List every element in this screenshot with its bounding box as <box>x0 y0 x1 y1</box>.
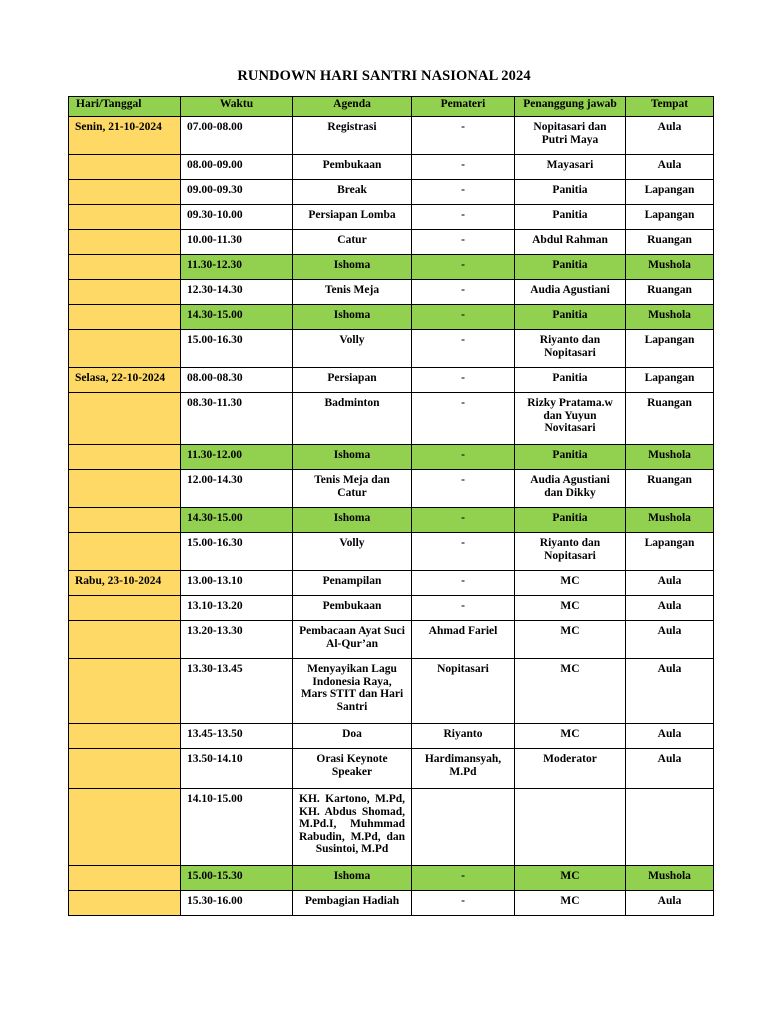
table-row <box>69 659 714 724</box>
table-row <box>69 621 714 659</box>
cell-agenda: Ishoma <box>293 305 412 330</box>
cell-day: Rabu, 23-10-2024 <box>69 571 181 596</box>
cell-speaker: - <box>412 255 515 280</box>
cell-pic: Panitia <box>515 255 626 280</box>
cell-day <box>69 155 181 180</box>
cell-speaker: - <box>412 891 515 916</box>
cell-place: Aula <box>626 659 714 724</box>
cell-agenda: Ishoma <box>293 866 412 891</box>
cell-time: 15.30-16.00 <box>181 891 293 916</box>
cell-speaker: - <box>412 470 515 508</box>
cell-speaker: - <box>412 155 515 180</box>
table-row <box>69 280 714 305</box>
table-row <box>69 533 714 571</box>
cell-speaker: Ahmad Fariel <box>412 621 515 659</box>
table-row <box>69 571 714 596</box>
cell-day <box>69 255 181 280</box>
cell-agenda: Ishoma <box>293 508 412 533</box>
cell-day: Selasa, 22-10-2024 <box>69 368 181 393</box>
cell-time: 10.00-11.30 <box>181 230 293 255</box>
table-row-break <box>69 445 714 470</box>
cell-time: 12.30-14.30 <box>181 280 293 305</box>
cell-pic: Audia Agustiani dan Dikky <box>515 470 626 508</box>
table-header-row <box>69 97 714 117</box>
cell-agenda: Orasi Keynote Speaker <box>293 749 412 789</box>
table-row <box>69 330 714 368</box>
header-pic: Penanggung jawab <box>515 97 626 117</box>
cell-place <box>626 789 714 866</box>
cell-pic: Moderator <box>515 749 626 789</box>
table-row <box>69 596 714 621</box>
cell-place: Lapangan <box>626 533 714 571</box>
cell-agenda: Pembagian Hadiah <box>293 891 412 916</box>
cell-day <box>69 533 181 571</box>
cell-time: 14.30-15.00 <box>181 305 293 330</box>
cell-time: 09.30-10.00 <box>181 205 293 230</box>
table-row <box>69 230 714 255</box>
cell-speaker: - <box>412 330 515 368</box>
cell-time: 12.00-14.30 <box>181 470 293 508</box>
cell-pic: MC <box>515 891 626 916</box>
cell-agenda: Ishoma <box>293 445 412 470</box>
cell-time: 08.00-09.00 <box>181 155 293 180</box>
table-row <box>69 180 714 205</box>
cell-day <box>69 445 181 470</box>
cell-agenda: Pembacaan Ayat Suci Al-Qur’an <box>293 621 412 659</box>
cell-place: Aula <box>626 749 714 789</box>
cell-day <box>69 724 181 749</box>
cell-speaker: - <box>412 230 515 255</box>
header-time: Waktu <box>181 97 293 117</box>
cell-speaker: - <box>412 533 515 571</box>
cell-time: 13.00-13.10 <box>181 571 293 596</box>
cell-pic: MC <box>515 866 626 891</box>
cell-day <box>69 180 181 205</box>
cell-time: 11.30-12.00 <box>181 445 293 470</box>
cell-agenda: Break <box>293 180 412 205</box>
cell-agenda: Persiapan Lomba <box>293 205 412 230</box>
cell-day <box>69 891 181 916</box>
cell-pic: Abdul Rahman <box>515 230 626 255</box>
table-row-break <box>69 255 714 280</box>
cell-agenda: Pembukaan <box>293 596 412 621</box>
cell-pic: Riyanto dan Nopitasari <box>515 330 626 368</box>
cell-pic: Panitia <box>515 180 626 205</box>
cell-speaker: - <box>412 305 515 330</box>
header-place: Tempat <box>626 97 714 117</box>
cell-place: Mushola <box>626 305 714 330</box>
cell-time: 15.00-15.30 <box>181 866 293 891</box>
header-day: Hari/Tanggal <box>69 97 181 117</box>
cell-agenda: Tenis Meja dan Catur <box>293 470 412 508</box>
table-row-break <box>69 305 714 330</box>
cell-day <box>69 280 181 305</box>
cell-speaker: - <box>412 508 515 533</box>
cell-agenda: Catur <box>293 230 412 255</box>
cell-pic: Nopitasari dan Putri Maya <box>515 117 626 155</box>
cell-pic: Panitia <box>515 205 626 230</box>
cell-speaker <box>412 789 515 866</box>
cell-agenda: Pembukaan <box>293 155 412 180</box>
table-row-break <box>69 508 714 533</box>
cell-speaker: - <box>412 368 515 393</box>
cell-place: Lapangan <box>626 330 714 368</box>
cell-agenda: KH. Kartono, M.Pd, KH. Abdus Shomad, M.Pd.I, Muhmmad Rabudin, M.Pd, dan Susintoi, M.Pd <box>293 789 412 866</box>
cell-day: Senin, 21-10-2024 <box>69 117 181 155</box>
cell-day <box>69 470 181 508</box>
cell-agenda: Persiapan <box>293 368 412 393</box>
table-row <box>69 749 714 789</box>
table-row <box>69 470 714 508</box>
cell-speaker: - <box>412 596 515 621</box>
cell-speaker: - <box>412 117 515 155</box>
cell-speaker: - <box>412 280 515 305</box>
header-speaker: Pemateri <box>412 97 515 117</box>
cell-place: Mushola <box>626 445 714 470</box>
cell-place: Aula <box>626 117 714 155</box>
cell-time: 11.30-12.30 <box>181 255 293 280</box>
cell-pic: Audia Agustiani <box>515 280 626 305</box>
cell-place: Ruangan <box>626 470 714 508</box>
cell-place: Aula <box>626 596 714 621</box>
cell-place: Aula <box>626 155 714 180</box>
cell-agenda: Registrasi <box>293 117 412 155</box>
cell-day <box>69 596 181 621</box>
cell-place: Aula <box>626 571 714 596</box>
cell-speaker: - <box>412 571 515 596</box>
table-row <box>69 155 714 180</box>
cell-time: 09.00-09.30 <box>181 180 293 205</box>
cell-pic: MC <box>515 596 626 621</box>
cell-pic: Panitia <box>515 305 626 330</box>
cell-pic: Panitia <box>515 445 626 470</box>
cell-pic: MC <box>515 659 626 724</box>
cell-time: 14.30-15.00 <box>181 508 293 533</box>
cell-agenda: Menyayikan Lagu Indonesia Raya, Mars STIT dan Hari Santri <box>293 659 412 724</box>
document-title: RUNDOWN HARI SANTRI NASIONAL 2024 <box>237 68 531 84</box>
cell-day <box>69 305 181 330</box>
cell-place: Lapangan <box>626 180 714 205</box>
table-row-break <box>69 866 714 891</box>
cell-pic: Rizky Pratama.w dan Yuyun Novitasari <box>515 393 626 445</box>
cell-time: 08.00-08.30 <box>181 368 293 393</box>
cell-speaker: - <box>412 445 515 470</box>
cell-time: 13.10-13.20 <box>181 596 293 621</box>
cell-speaker: Nopitasari <box>412 659 515 724</box>
cell-place: Mushola <box>626 255 714 280</box>
cell-day <box>69 866 181 891</box>
cell-speaker: - <box>412 205 515 230</box>
cell-time: 14.10-15.00 <box>181 789 293 866</box>
cell-day <box>69 508 181 533</box>
cell-pic: Panitia <box>515 368 626 393</box>
cell-agenda: Volly <box>293 330 412 368</box>
cell-agenda: Doa <box>293 724 412 749</box>
cell-day <box>69 205 181 230</box>
cell-time: 13.45-13.50 <box>181 724 293 749</box>
cell-day <box>69 393 181 445</box>
cell-speaker: - <box>412 180 515 205</box>
table-row <box>69 724 714 749</box>
cell-place: Lapangan <box>626 368 714 393</box>
cell-agenda: Badminton <box>293 393 412 445</box>
cell-place: Aula <box>626 724 714 749</box>
cell-speaker: - <box>412 866 515 891</box>
cell-day <box>69 230 181 255</box>
table-row <box>69 205 714 230</box>
cell-place: Lapangan <box>626 205 714 230</box>
cell-pic: Mayasari <box>515 155 626 180</box>
cell-time: 13.30-13.45 <box>181 659 293 724</box>
cell-agenda: Ishoma <box>293 255 412 280</box>
table-row <box>69 393 714 445</box>
cell-time: 15.00-16.30 <box>181 330 293 368</box>
cell-agenda: Tenis Meja <box>293 280 412 305</box>
table-row <box>69 117 714 155</box>
cell-day <box>69 659 181 724</box>
cell-time: 13.20-13.30 <box>181 621 293 659</box>
cell-pic: MC <box>515 571 626 596</box>
cell-time: 08.30-11.30 <box>181 393 293 445</box>
cell-place: Ruangan <box>626 230 714 255</box>
cell-day <box>69 749 181 789</box>
cell-pic <box>515 789 626 866</box>
cell-day <box>69 621 181 659</box>
header-agenda: Agenda <box>293 97 412 117</box>
cell-day <box>69 330 181 368</box>
cell-agenda: Penampilan <box>293 571 412 596</box>
cell-speaker: Riyanto <box>412 724 515 749</box>
cell-pic: MC <box>515 621 626 659</box>
cell-pic: MC <box>515 724 626 749</box>
cell-place: Mushola <box>626 866 714 891</box>
cell-place: Ruangan <box>626 393 714 445</box>
cell-place: Ruangan <box>626 280 714 305</box>
cell-day <box>69 789 181 866</box>
table-row <box>69 789 714 866</box>
cell-place: Aula <box>626 621 714 659</box>
cell-pic: Riyanto dan Nopitasari <box>515 533 626 571</box>
cell-time: 15.00-16.30 <box>181 533 293 571</box>
cell-pic: Panitia <box>515 508 626 533</box>
cell-speaker: - <box>412 393 515 445</box>
cell-speaker: Hardimansyah, M.Pd <box>412 749 515 789</box>
cell-place: Mushola <box>626 508 714 533</box>
cell-place: Aula <box>626 891 714 916</box>
cell-time: 07.00-08.00 <box>181 117 293 155</box>
cell-agenda: Volly <box>293 533 412 571</box>
rundown-table <box>68 96 714 916</box>
table-row <box>69 368 714 393</box>
cell-time: 13.50-14.10 <box>181 749 293 789</box>
table-row <box>69 891 714 916</box>
